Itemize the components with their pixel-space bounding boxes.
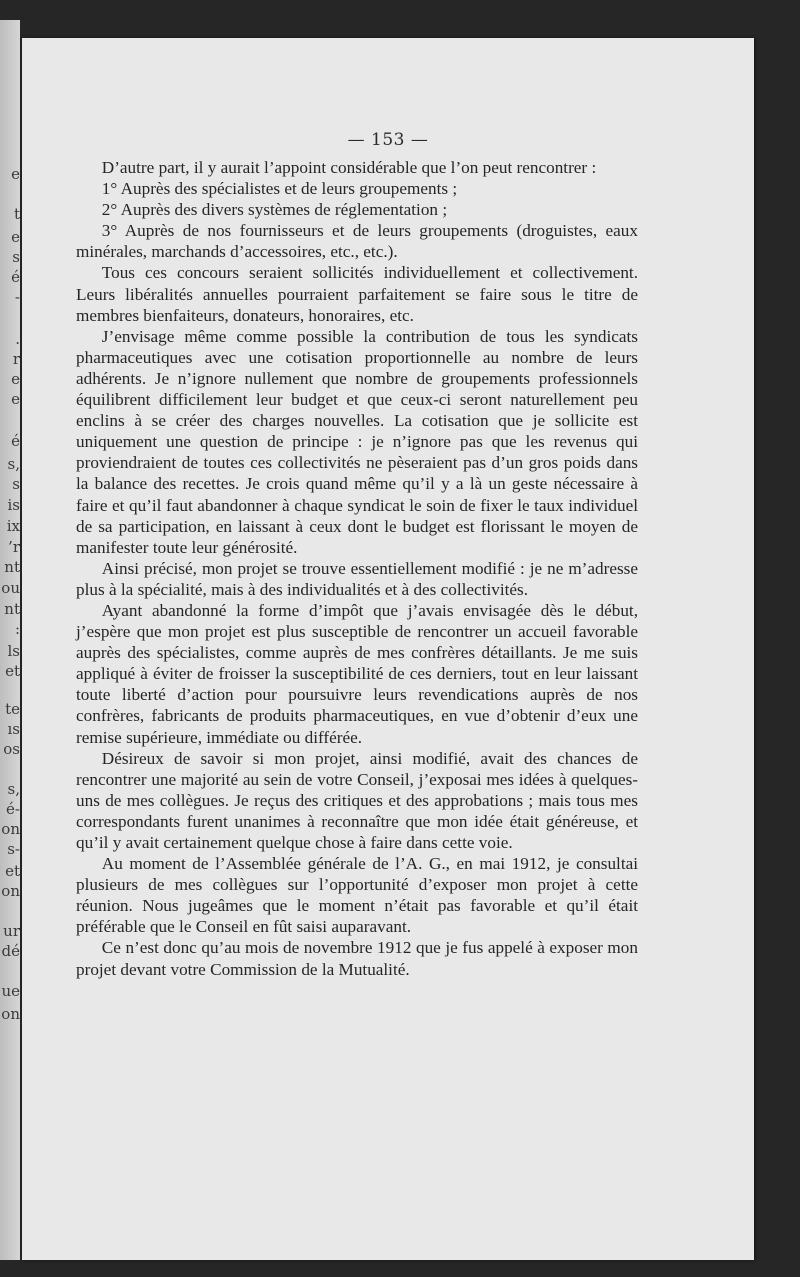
body-text: [76, 157, 638, 980]
paragraph: Tous ces concours seraient sollicités individuellement et collectivement. Leurs libéralités annuelles pourraient parfaitement se faire sous le titre de membres bienfaiteurs, donateurs, honoraires, etc.: [76, 263, 638, 325]
facing-page-fragment: é: [11, 268, 20, 286]
paragraph: D’autre part, il y aurait l’appoint considérable que l’on peut rencontrer :: [101, 158, 597, 177]
facing-page-fragment: e: [11, 228, 20, 246]
facing-page-fragment: r: [12, 350, 20, 368]
facing-page-fragment: -: [14, 288, 20, 306]
paragraph: Ayant abandonné la forme d’impôt que j’avais envisagée dès le début, j’espère que mon projet est plus susceptible de rencontrer un accueil favorable auprès des spécialistes, comme auprès de mes confrères détaillants. Je me suis appliqué à éviter de froisser la susceptibilité de ces derniers, tout en leur laissant toute liberté d’action pour poursuivre leurs revendications auprès de nos confrères, fabricants de produits pharmaceutiques, en vue d’obtenir d’eux une remise supérieure, immédiate ou différée.: [76, 600, 638, 747]
paragraph: Ainsi précisé, mon projet se trouve essentiellement modifié : je ne m’adresse plus à la spécialité, mais à des individualités et à des collectivités.: [76, 558, 638, 599]
facing-page-fragment: é: [11, 432, 20, 450]
previous-page-edge: [0, 20, 20, 1260]
facing-page-fragment: .: [15, 330, 20, 348]
facing-page-fragment: s: [12, 475, 20, 493]
facing-page-fragment: et: [5, 662, 20, 680]
facing-page-fragment: e: [11, 370, 20, 388]
facing-page-fragment: dé: [1, 942, 20, 960]
facing-page-fragment: on: [1, 882, 20, 900]
facing-page-fragment: ’r: [8, 538, 20, 556]
page-number: — 153 —: [347, 130, 429, 150]
facing-page-fragment: is: [7, 496, 20, 514]
list-item: 2° Auprès des divers systèmes de réglementation ;: [101, 200, 448, 220]
paragraph: J’envisage même comme possible la contribution de tous les syndicats pharmaceutiques avec une cotisation proportionnelle au nombre de leurs adhérents. Je n’ignore nullement que nombre de groupements professionnels équilibrent difficilement leur budget et que ceux-ci seront naturellement peu enclins à se créer des charges nouvelles. La cotisation que je sollicite est uniquement une question de principe : je n’ignore pas que les revenus qui proviendraient de toutes ces collectivités ne pèseraient pas d’un gros poids dans la balance des recettes. Je crois quand même qu’il y a là un geste nécessaire à faire et qu’il faut abandonner à chaque syndicat le soin de fixer le taux individuel de sa participation, en laissant à ceux dont le budget est florissant le moyen de manifester toute leur générosité.: [76, 326, 638, 557]
facing-page-fragment: é-: [6, 800, 20, 818]
facing-page-fragment: s-: [7, 840, 20, 858]
facing-page-fragment: ue: [1, 982, 20, 1000]
facing-page-fragment: s: [12, 248, 20, 266]
facing-page-fragment: on: [1, 1005, 20, 1023]
facing-page-fragment: e: [11, 165, 20, 183]
paragraph: Au moment de l’Assemblée générale de l’A. G., en mai 1912, je consultai plusieurs de mes collègues sur l’opportunité d’exposer mon projet à cette réunion. Nous jugeâmes que le moment n’était pas favorable et qu’il était préférable que le Conseil en fût saisi auparavant.: [76, 854, 638, 937]
facing-page-fragment: s,: [7, 455, 20, 473]
facing-page-fragment: :: [14, 620, 20, 638]
facing-page-fragment: ur: [3, 922, 20, 940]
facing-page-fragment: et: [5, 862, 20, 880]
paragraph: Désireux de savoir si mon projet, ainsi modifié, avait des chances de rencontrer une majorité au sein de votre Conseil, j’exposai mes idées à quelques-uns de mes collègues. Je reçus des critiques et des approbations ; mais tous mes correspondants furent unanimes à reconnaître que mon idée était généreuse, et qu’il y avait certainement quelque chose à faire dans cette voie.: [76, 748, 638, 852]
facing-page-fragment: s,: [7, 780, 20, 798]
facing-page-fragment: te: [5, 700, 20, 718]
facing-page-fragment: e: [11, 390, 20, 408]
list-item: 1° Auprès des spécialistes et de leurs groupements ;: [101, 179, 458, 199]
list-item: 3° Auprès de nos fournisseurs et de leurs groupements (droguistes, eaux minérales, marchands d’accessoires, etc., etc.).: [76, 221, 638, 262]
facing-page-fragment: ou: [1, 579, 20, 597]
facing-page-fragment: t: [13, 205, 20, 223]
facing-page-fragment: on: [1, 820, 20, 838]
paragraph: Ce n’est donc qu’au mois de novembre 1912 que je fus appelé à exposer mon projet devant votre Commission de la Mutualité.: [76, 938, 638, 979]
facing-page-fragment: nt: [4, 600, 20, 618]
facing-page-fragment: ıs: [7, 720, 20, 738]
facing-page-fragment: ls: [7, 642, 20, 660]
facing-page-fragment: os: [3, 740, 20, 758]
facing-page-fragment: nt: [4, 558, 20, 576]
facing-page-fragment: ix: [6, 517, 20, 535]
document-page: [22, 38, 754, 1260]
